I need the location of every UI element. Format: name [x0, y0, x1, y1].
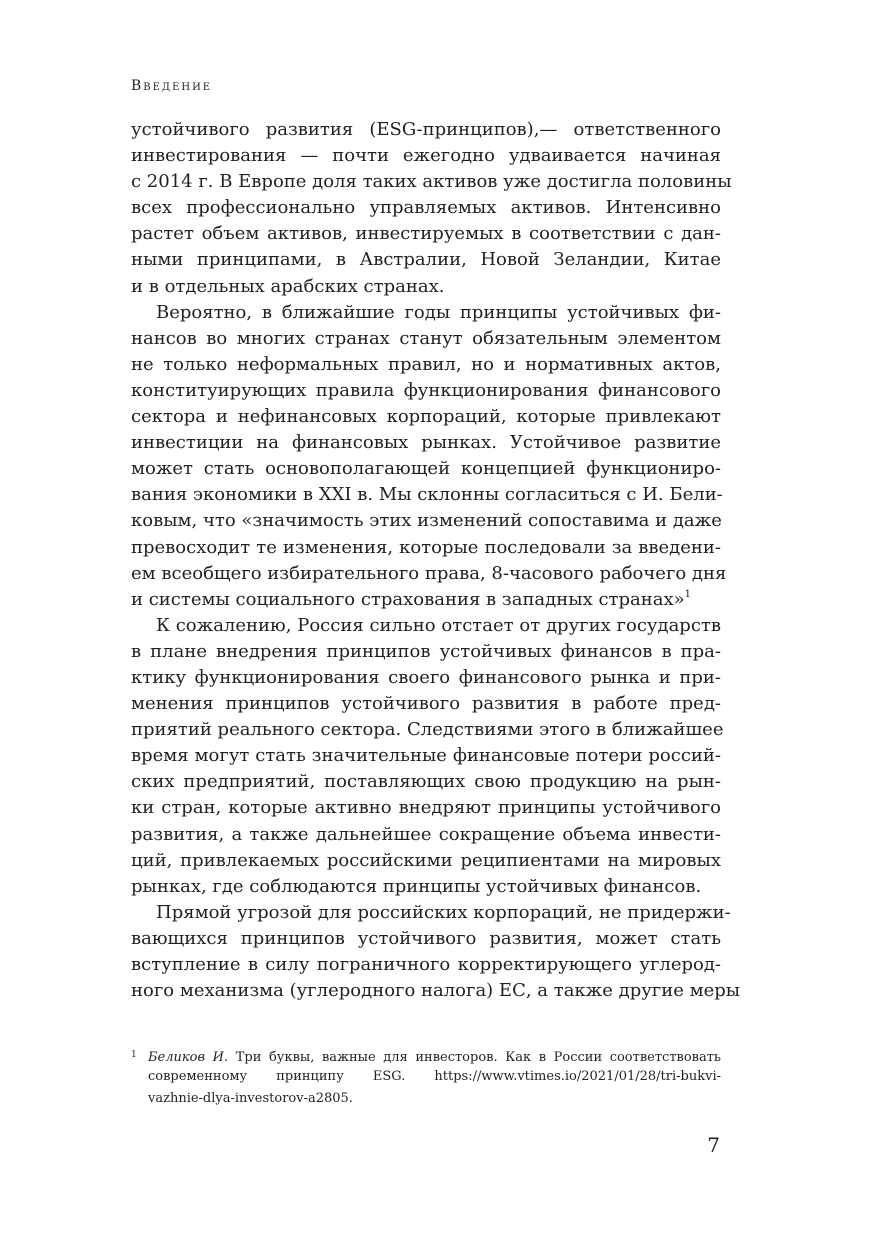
body-line	[131, 639, 721, 665]
body-line	[131, 169, 732, 195]
body-line	[131, 613, 721, 639]
footnote-mark: 1	[131, 1050, 137, 1060]
body-line-text: ем всеобщего избирательного права, 8-часового рабочего дня	[131, 562, 727, 584]
body-line-text: превосходит те изменения, которые последовали за введени-	[131, 536, 721, 558]
body-line-text: вающихся принципов устойчивого развития, может стать	[131, 927, 721, 949]
body-line-text: инвестирования — почти ежегодно удваивается начиная	[131, 145, 721, 167]
body-line	[131, 195, 721, 221]
body-line-text: ного механизма (углеродного налога) ЕС, а также другие меры	[131, 980, 741, 1002]
footnote-line: vazhnie-dlya-investorov-a2805.	[148, 1091, 353, 1106]
body-line-text: время могут стать значительные финансовые потери россий-	[131, 745, 721, 767]
body-line-text: нансов во многих странах станут обязательным элементом	[131, 327, 721, 349]
body-line-text: рынках, где соблюдаются принципы устойчивых финансов.	[131, 875, 702, 897]
body-line	[131, 874, 721, 900]
body-line	[131, 117, 721, 143]
body-line-text: всех профессионально управляемых активов. Интенсивно	[131, 197, 721, 219]
body-line-text: и системы социального страхования в западных странах»	[131, 588, 685, 610]
body-line	[131, 326, 721, 352]
body-line	[131, 952, 721, 978]
body-line-text: К сожалению, Россия сильно отстает от других государств	[156, 614, 721, 636]
body-line	[131, 221, 721, 247]
body-line-text: ки стран, которые активно внедряют принципы устойчивого	[131, 797, 721, 819]
body-line-text: ских предприятий, поставляющих свою продукцию на рын-	[131, 771, 721, 793]
body-line	[131, 691, 721, 717]
body-line-text: инвестиции на финансовых рынках. Устойчивое развитие	[131, 432, 721, 454]
body-line	[131, 247, 721, 273]
body-line-text: устойчивого развития (ESG-принципов),— ответственного	[131, 119, 721, 140]
body-line	[131, 717, 724, 743]
footnote-reference: 1	[684, 588, 692, 600]
body-line	[131, 926, 721, 952]
body-line-text: Вероятно, в ближайшие годы принципы устойчивых фи-	[156, 301, 721, 323]
body-line-text: конституирующих правила функционирования финансового	[131, 379, 721, 401]
body-line-text: не только неформальных правил, но и нормативных актов,	[131, 353, 721, 375]
footnote-line	[131, 1044, 721, 1066]
body-line-text: в плане внедрения принципов устойчивых финансов в пра-	[131, 640, 721, 662]
body-line-text: с 2014 г. В Европе доля таких активов уже достигла половины	[131, 171, 732, 193]
body-text	[131, 117, 741, 1004]
running-head: Введение	[131, 78, 213, 94]
footnote-text: Три буквы, важные для инвесторов. Как в России соответствовать	[228, 1050, 721, 1065]
footnotes	[131, 1044, 721, 1110]
page-number: 7	[707, 1133, 720, 1157]
body-line	[131, 456, 721, 482]
body-line	[131, 665, 721, 691]
body-line-text: приятий реального сектора. Следствиями этого в ближайшее	[131, 719, 724, 741]
body-line-text: вания экономики в XXI в. Мы склонны согласиться с И. Бели-	[131, 484, 723, 506]
footnote-author: Беликов И.	[148, 1050, 229, 1065]
body-line-text: растет объем активов, инвестируемых в соответствии с дан-	[131, 223, 721, 245]
body-line-text: ций, привлекаемых российскими реципиентами на мировых	[131, 849, 721, 871]
body-line	[131, 143, 721, 169]
body-line	[131, 378, 721, 404]
footnote-line: современному принципу ESG. https://www.vtimes.io/2021/01/28/tri-bukvi-	[148, 1069, 721, 1084]
body-line	[131, 900, 731, 926]
body-line-text: и в отдельных арабских странах.	[131, 275, 445, 297]
body-line	[131, 561, 727, 587]
body-line-text: ковым, что «значимость этих изменений сопоставима и даже	[131, 510, 722, 532]
body-line	[131, 535, 721, 561]
body-line-text: менения принципов устойчивого развития в работе пред-	[131, 693, 721, 715]
body-line	[131, 508, 721, 534]
body-line	[131, 274, 721, 300]
body-line-text: ными принципами, в Австралии, Новой Зеландии, Китае	[131, 249, 721, 271]
body-line	[131, 482, 721, 508]
body-line-text: вступление в силу пограничного корректирующего углерод-	[131, 954, 721, 975]
body-line	[131, 404, 721, 430]
body-line-text: может стать основополагающей концепцией функциониро-	[131, 458, 721, 480]
body-line	[131, 587, 721, 613]
body-line-text: развития, а также дальнейшее сокращение объема инвести-	[131, 823, 721, 845]
body-line	[131, 430, 721, 456]
body-line	[131, 822, 721, 848]
body-line	[131, 795, 721, 821]
body-line	[131, 848, 721, 874]
body-line	[131, 978, 741, 1004]
body-line-text: ктику функционирования своего финансового рынка и при-	[131, 666, 721, 688]
body-line-text: Прямой угрозой для российских корпораций, не придержи-	[156, 901, 731, 923]
body-line-text: сектора и нефинансовых корпораций, которые привлекают	[131, 406, 721, 428]
body-line	[131, 352, 721, 378]
body-line	[131, 769, 721, 795]
body-line	[131, 300, 721, 326]
body-line	[131, 743, 721, 769]
